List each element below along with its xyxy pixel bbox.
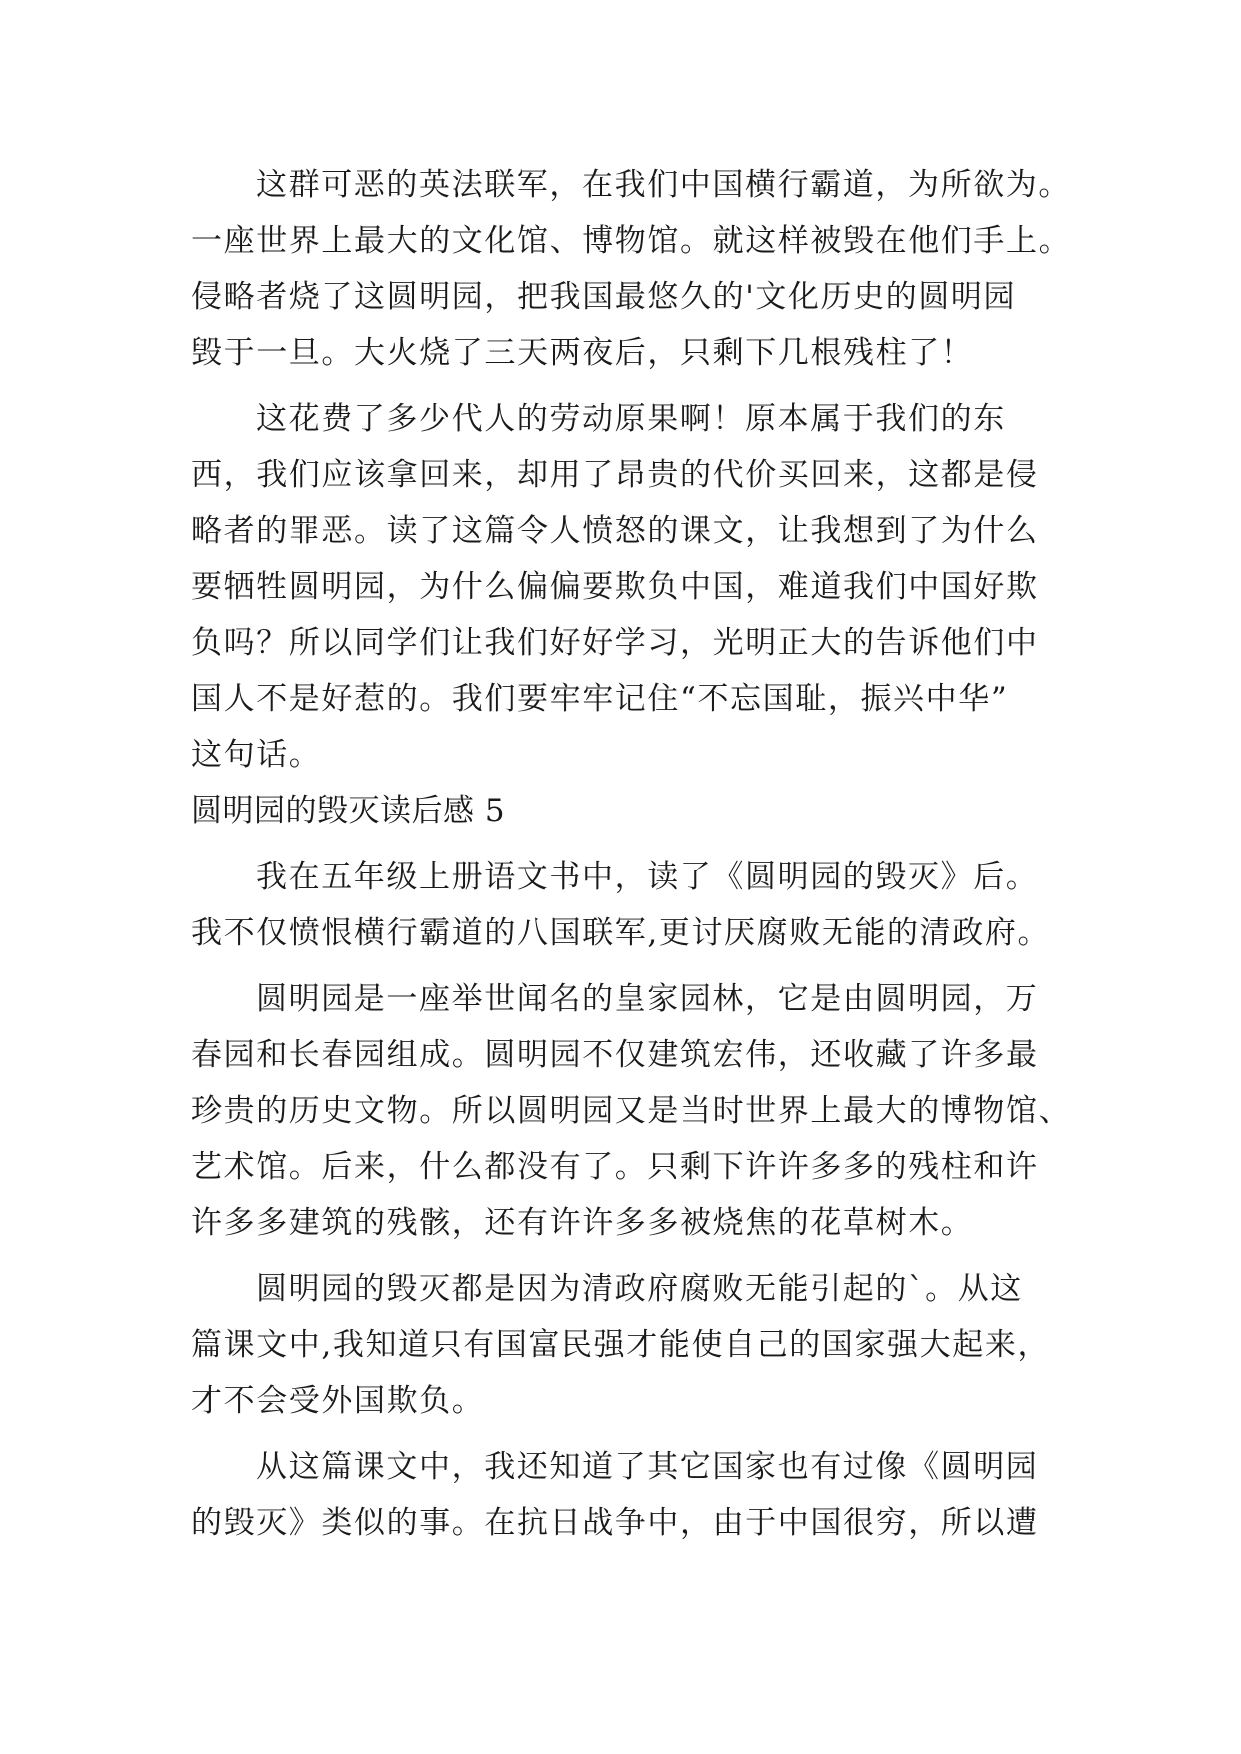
text-line: 我在五年级上册语文书中，读了《圆明园的毁灭》后。: [256, 859, 1039, 895]
text-line: 从这篇课文中，我还知道了其它国家也有过像《圆明园: [256, 1449, 1039, 1485]
text-line: 侵略者烧了这圆明园，把我国最悠久的'文化历史的圆明园: [191, 279, 1017, 315]
text-line: 要牺牲圆明园，为什么偏偏要欺负中国，难道我们中国好欺: [191, 569, 1039, 605]
text-line: 这花费了多少代人的劳动原果啊！原本属于我们的东: [256, 401, 1006, 437]
text-line: 的毁灭》类似的事。在抗日战争中，由于中国很穷，所以遭: [191, 1505, 1039, 1541]
text-line: 许多多建筑的残骸，还有许许多多被烧焦的花草树木。: [191, 1205, 974, 1241]
text-line: 珍贵的历史文物。所以圆明园又是当时世界上最大的博物馆、: [191, 1093, 1072, 1129]
text-line: 圆明园的毁灭都是因为清政府腐败无能引起的`。从这: [256, 1271, 1023, 1307]
text-line: 这群可恶的英法联军，在我们中国横行霸道，为所欲为。: [256, 167, 1071, 203]
text-line: 一座世界上最大的文化馆、博物馆。就这样被毁在他们手上。: [191, 223, 1072, 259]
text-line: 国人不是好惹的。我们要牢牢记住“不忘国耻，振兴中华”: [191, 681, 1009, 717]
section-title: 圆明园的毁灭读后感 5: [191, 793, 506, 829]
text-line: 这句话。: [191, 737, 322, 773]
text-line: 圆明园是一座举世闻名的皇家园林，它是由圆明园，万: [256, 981, 1039, 1017]
text-line: 篇课文中,我知道只有国富民强才能使自己的国家强大起来，: [191, 1327, 1051, 1363]
text-line: 负吗？所以同学们让我们好好学习，光明正大的告诉他们中: [191, 625, 1039, 661]
text-line: 略者的罪恶。读了这篇令人愤怒的课文，让我想到了为什么: [191, 513, 1039, 549]
text-line: 毁于一旦。大火烧了三天两夜后，只剩下几根残柱了！: [191, 335, 974, 371]
text-line: 春园和长春园组成。圆明园不仅建筑宏伟，还收藏了许多最: [191, 1037, 1039, 1073]
text-line: 我不仅愤恨横行霸道的八国联军,更讨厌腐败无能的清政府。: [191, 915, 1051, 951]
text-line: 才不会受外国欺负。: [191, 1383, 485, 1419]
text-line: 西，我们应该拿回来，却用了昂贵的代价买回来，这都是侵: [191, 457, 1039, 493]
text-line: 艺术馆。后来，什么都没有了。只剩下许许多多的残柱和许: [191, 1149, 1039, 1185]
